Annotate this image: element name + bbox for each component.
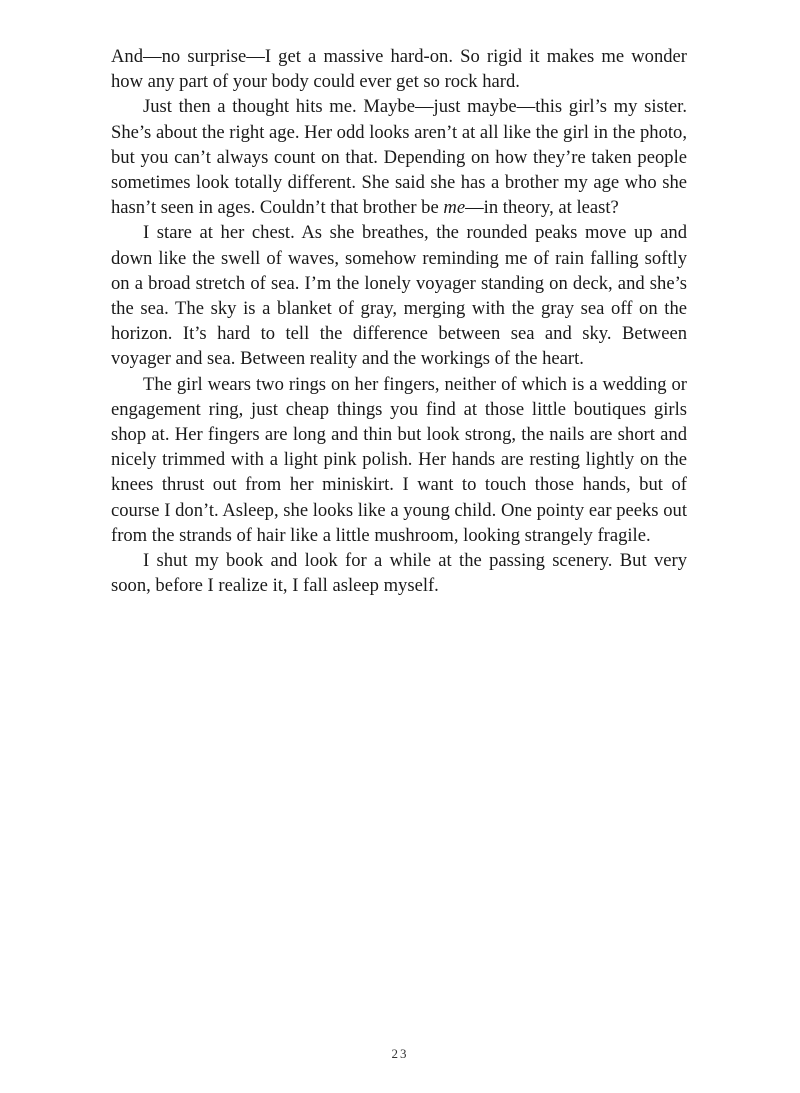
paragraph-2-text: Just then a thought hits me. Maybe—just maybe—this girl’s my sister. She’s about the right age. Her odd looks aren’t at all like the girl in the photo, but you can’t always count on that. Depending on how they’re taken people sometimes look totally different. She said she has a brother my age who she hasn’t seen in ages. Couldn’t that brother be xyxy=(111,96,687,219)
paragraph-2 xyxy=(111,94,687,220)
paragraph-2-emphasis: me xyxy=(443,197,466,219)
paragraph-5: I shut my book and look for a while at the passing scenery. But very soon, before I realize it, I fall asleep myself. xyxy=(111,550,687,597)
body-text xyxy=(111,44,687,598)
page-number: 23 xyxy=(391,1046,409,1061)
paragraph-1: And—no surprise—I get a massive hard-on. So rigid it makes me wonder how any part of your body could ever get so rock hard. xyxy=(111,46,687,93)
paragraph-2-text-end: —in theory, at least? xyxy=(465,197,619,219)
paragraph-3: I stare at her chest. As she breathes, the rounded peaks move up and down like the swell of waves, somehow reminding me of rain falling softly on a broad stretch of sea. I’m the lonely voyager standing on deck, and she’s the sea. The sky is a blanket of gray, merging with the gray sea off on the horizon. It’s hard to tell the difference between sea and sky. Between voyager and sea. Between reality and the workings of the heart. xyxy=(111,222,687,370)
paragraph-4: The girl wears two rings on her fingers, neither of which is a wedding or engagement ring, just cheap things you find at those little boutiques girls shop at. Her fingers are long and thin but look strong, the nails are short and nicely trimmed with a light pink polish. Her hands are resting lightly on the knees thrust out from her miniskirt. I want to touch those hands, but of course I don’t. Asleep, she looks like a young child. One pointy ear peeks out from the strands of hair like a little mushroom, looking strangely fragile. xyxy=(111,373,687,546)
